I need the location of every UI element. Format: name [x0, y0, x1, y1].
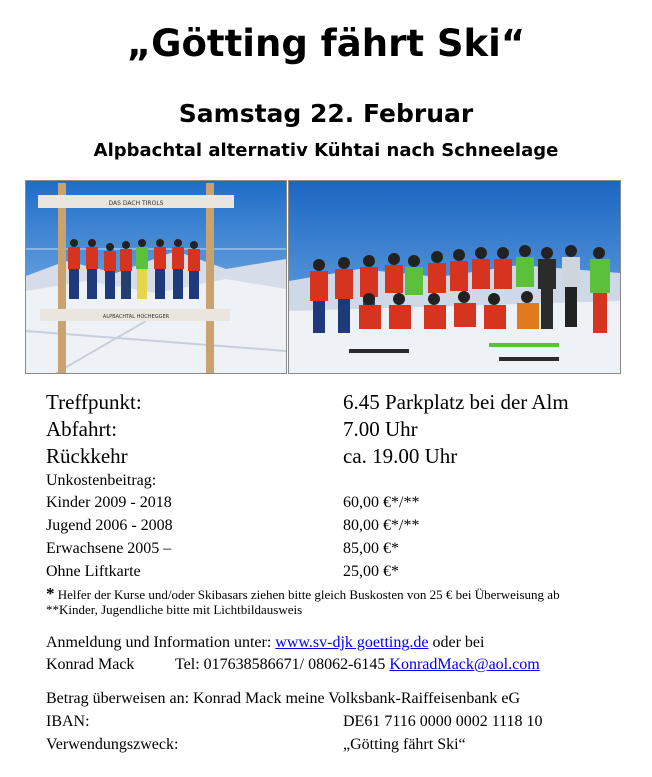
- return-value: ca. 19.00 Uhr: [343, 444, 458, 468]
- footnote-mark: *: [46, 584, 55, 603]
- cost-value-jugend: 80,00 €*/**: [343, 517, 420, 534]
- contact-prefix: Anmeldung und Information unter:: [46, 634, 272, 651]
- footnote-helper-text: Helfer der Kurse und/oder Skibasars ziehen bitte gleich Buskosten von 25 € bei Überweisung ab: [57, 587, 560, 602]
- email-link[interactable]: KonradMack@aol.com: [389, 656, 540, 673]
- sign-text-bottom: ALPBACHTAL HOCHEGGER: [102, 314, 170, 320]
- photo-group-sign: [25, 180, 287, 374]
- event-date: Samstag 22. Februar: [178, 99, 474, 128]
- cost-value-ohne-lift: 25,00 €*: [343, 563, 399, 580]
- contact-phone-line: [175, 656, 540, 674]
- departure-label: Abfahrt:: [46, 417, 118, 441]
- iban-value: DE61 7116 0000 0002 1118 10: [343, 713, 543, 730]
- purpose-label: Verwendungszweck:: [46, 736, 179, 753]
- cost-label-erwachsene: Erwachsene 2005 –: [46, 540, 172, 557]
- return-label: Rückkehr: [46, 444, 128, 468]
- departure-value: 7.00 Uhr: [343, 417, 418, 441]
- contact-name: Konrad Mack: [46, 656, 135, 673]
- cost-label-kinder: Kinder 2009 - 2018: [46, 494, 172, 511]
- page-title: „Götting fährt Ski“: [126, 22, 526, 65]
- payment-line: Betrag überweisen an: Konrad Mack meine Volksbank-Raiffeisenbank eG: [46, 690, 521, 707]
- iban-label: IBAN:: [46, 713, 90, 730]
- purpose-value: „Götting fährt Ski“: [343, 736, 466, 753]
- contact-line: [46, 634, 484, 652]
- meeting-point-value: 6.45 Parkplatz bei der Alm: [343, 390, 569, 414]
- cost-value-kinder: 60,00 €*/**: [343, 494, 420, 511]
- photo-group-snow: [288, 180, 621, 374]
- costs-heading: Unkostenbeitrag:: [46, 472, 157, 489]
- sign-text: DAS DACH TIROLS: [108, 200, 164, 207]
- meeting-point-label: Treffpunkt:: [46, 390, 142, 414]
- cost-value-erwachsene: 85,00 €*: [343, 540, 399, 557]
- contact-suffix: oder bei: [432, 634, 485, 651]
- contact-phone: Tel: 017638586671/ 08062-6145: [175, 656, 386, 673]
- footnote-helper: [46, 584, 560, 604]
- cost-label-ohne-lift: Ohne Liftkarte: [46, 563, 141, 580]
- event-location: Alpbachtal alternativ Kühtai nach Schneelage: [93, 140, 559, 161]
- website-link[interactable]: www.sv-djk goetting.de: [275, 634, 429, 651]
- cost-label-jugend: Jugend 2006 - 2008: [46, 517, 173, 534]
- footnote-id: **Kinder, Jugendliche bitte mit Lichtbildausweis: [46, 602, 303, 617]
